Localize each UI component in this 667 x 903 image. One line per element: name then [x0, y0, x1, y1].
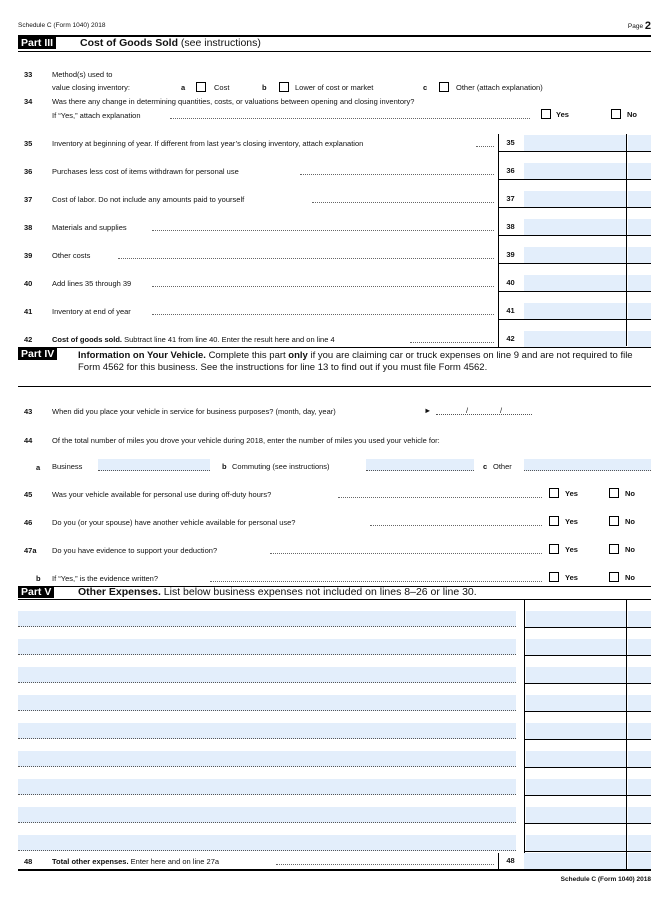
part-v-title-rule: [18, 599, 651, 600]
line-40-cents-field[interactable]: [628, 275, 651, 291]
line-45-no-label: No: [625, 489, 635, 498]
line-44b-letter: b: [222, 462, 227, 471]
line-46-no-checkbox[interactable]: [609, 516, 619, 526]
line-39-text: Other costs: [52, 251, 91, 260]
other-expense-description-field[interactable]: [18, 835, 516, 851]
line-34-yes-label: Yes: [556, 110, 569, 119]
part-iii-tag: Part III: [18, 37, 56, 49]
line-48-leader: [276, 864, 494, 865]
line-33-b-letter: b: [262, 83, 267, 92]
line-44b-label: Commuting (see instructions): [232, 462, 330, 471]
part-iii-rule: [18, 51, 651, 52]
form-footer: Schedule C (Form 1040) 2018: [560, 876, 651, 883]
part-v-cents-border: [626, 599, 627, 869]
other-expense-rule: [524, 627, 651, 628]
line-37-rule: [498, 207, 651, 208]
line-36-leader: [300, 174, 494, 175]
line-36-rule: [498, 179, 651, 180]
other-expense-description-field[interactable]: [18, 611, 516, 627]
part-iv-rule: [18, 347, 651, 348]
line-41-box-number: 41: [498, 303, 522, 319]
other-expense-description-field[interactable]: [18, 751, 516, 767]
other-expense-rule: [524, 795, 651, 796]
line-42-amount-field[interactable]: [524, 331, 626, 347]
other-expense-description-field[interactable]: [18, 695, 516, 711]
line-48-cents-field[interactable]: [628, 853, 651, 869]
line-33-number: 33: [24, 70, 33, 79]
line-37-amount-field[interactable]: [524, 191, 626, 207]
line-34-no-checkbox[interactable]: [611, 109, 621, 119]
line-33-cost-checkbox[interactable]: [196, 82, 206, 92]
line-42-text: Cost of goods sold. Subtract line 41 from line 40. Enter the result here and on line 4: [52, 335, 335, 344]
part-iii-cents-border: [626, 134, 627, 346]
line-44a-label: Business: [52, 462, 83, 471]
line-48-text: Total other expenses. Enter here and on line 27a: [52, 857, 220, 866]
other-expense-amount-field[interactable]: [526, 667, 626, 683]
line-33-cost-label: Cost: [214, 83, 230, 92]
line-41-number: 41: [24, 307, 33, 316]
other-expense-amount-field[interactable]: [526, 751, 626, 767]
line-34-yes-checkbox[interactable]: [541, 109, 551, 119]
line-34-number: 34: [24, 97, 33, 106]
line-35-text: Inventory at beginning of year. If different from last year’s closing inventory, attach explanation: [52, 139, 364, 148]
other-expense-amount-field[interactable]: [526, 611, 626, 627]
line-46-yes-label: Yes: [565, 517, 578, 526]
line-41-cents-field[interactable]: [628, 303, 651, 319]
line-35-number: 35: [24, 139, 33, 148]
other-expense-rule: [524, 683, 651, 684]
line-45-yes-checkbox[interactable]: [549, 488, 559, 498]
part-iv-instructions: Information on Your Vehicle. Complete this part only if you are claiming car or truck expenses on line 9 and are not required to file Form 4562 for this business. See the instructions for line 13 to find out if you must file Form 4562.: [78, 350, 633, 373]
page-number: Page 2: [627, 20, 651, 32]
line-44-text: Of the total number of miles you drove your vehicle during 2018, enter the number of miles you used your vehicle for:: [52, 436, 440, 445]
other-expense-description-field[interactable]: [18, 723, 516, 739]
other-expense-rule: [524, 851, 651, 852]
form-header-left: Schedule C (Form 1040) 2018: [18, 22, 106, 29]
line-47b-leader: [210, 581, 542, 582]
line-38-rule: [498, 235, 651, 236]
other-expense-rule: [524, 823, 651, 824]
other-expense-description-field[interactable]: [18, 807, 516, 823]
other-expense-amount-field[interactable]: [526, 779, 626, 795]
line-45-no-checkbox[interactable]: [609, 488, 619, 498]
line-37-box-number: 37: [498, 191, 522, 207]
other-expense-cents-field[interactable]: [628, 667, 651, 683]
line-40-text: Add lines 35 through 39: [52, 279, 132, 288]
line-34-text-2: If “Yes,” attach explanation: [52, 111, 141, 120]
line-48-amount-field[interactable]: [524, 853, 626, 869]
line-42-number: 42: [24, 335, 33, 344]
line-41-leader: [152, 314, 494, 315]
line-37-cents-field[interactable]: [628, 191, 651, 207]
line-34-no-label: No: [627, 110, 637, 119]
part-v-amount-border: [524, 599, 525, 869]
line-47b-yes-label: Yes: [565, 573, 578, 582]
line-36-amount-field[interactable]: [524, 163, 626, 179]
other-miles-field[interactable]: [524, 459, 651, 471]
line-42-box-number: 42: [498, 331, 522, 347]
other-expense-cents-field[interactable]: [628, 639, 651, 655]
part-iii-title: Cost of Goods Sold (see instructions): [80, 37, 261, 49]
line-35-rule: [498, 151, 651, 152]
line-38-leader: [152, 230, 494, 231]
other-expense-cents-field[interactable]: [628, 751, 651, 767]
line-38-cents-field[interactable]: [628, 219, 651, 235]
line-33-lcm-label: Lower of cost or market: [295, 83, 374, 92]
line-48-box-number: 48: [498, 853, 522, 869]
line-35-leader: [476, 146, 494, 147]
line-37-text: Cost of labor. Do not include any amounts paid to yourself: [52, 195, 245, 204]
line-44-number: 44: [24, 436, 33, 445]
line-40-leader: [152, 286, 494, 287]
other-expense-description-field[interactable]: [18, 667, 516, 683]
line-44c-letter: c: [483, 462, 488, 471]
line-47b-number: b: [36, 574, 41, 583]
part-iv-tag: Part IV: [18, 348, 57, 360]
other-expense-cents-field[interactable]: [628, 723, 651, 739]
other-expense-cents-field[interactable]: [628, 835, 651, 851]
line-40-box-number: 40: [498, 275, 522, 291]
line-46-text: Do you (or your spouse) have another vehicle available for personal use?: [52, 518, 296, 527]
line-47a-leader: [270, 553, 542, 554]
other-expense-amount-field[interactable]: [526, 835, 626, 851]
other-expense-description-field[interactable]: [18, 639, 516, 655]
line-40-number: 40: [24, 279, 33, 288]
other-expense-amount-field[interactable]: [526, 639, 626, 655]
line-46-yes-checkbox[interactable]: [549, 516, 559, 526]
line-38-amount-field[interactable]: [524, 219, 626, 235]
other-expense-rule: [524, 711, 651, 712]
line-39-rule: [498, 263, 651, 264]
line-47a-yes-label: Yes: [565, 545, 578, 554]
line-47b-no-label: No: [625, 573, 635, 582]
other-expense-amount-field[interactable]: [526, 807, 626, 823]
line-46-number: 46: [24, 518, 33, 527]
line-33-other-label: Other (attach explanation): [456, 83, 543, 92]
other-expense-cents-field[interactable]: [628, 807, 651, 823]
business-miles-field[interactable]: [98, 459, 210, 471]
other-expense-rule: [524, 739, 651, 740]
line-35-box-number: 35: [498, 135, 522, 151]
line-33-lcm-checkbox[interactable]: [279, 82, 289, 92]
line-47b-text: If “Yes,” is the evidence written?: [52, 574, 159, 583]
line-45-number: 45: [24, 490, 33, 499]
line-41-rule: [498, 319, 651, 320]
line-47a-no-checkbox[interactable]: [609, 544, 619, 554]
line-33-c-letter: c: [423, 83, 428, 92]
line-33-a-letter: a: [181, 83, 186, 92]
line-36-cents-field[interactable]: [628, 163, 651, 179]
line-38-box-number: 38: [498, 219, 522, 235]
line-44c-label: Other: [493, 462, 512, 471]
line-41-amount-field[interactable]: [524, 303, 626, 319]
line-43-date-field[interactable]: [436, 403, 532, 415]
line-33-text-1: Method(s) used to: [52, 70, 113, 79]
part-iv-bottom-rule: [18, 386, 651, 387]
line-42-leader: [410, 342, 494, 343]
other-expense-rule: [524, 655, 651, 656]
line-41-text: Inventory at end of year: [52, 307, 131, 316]
bottom-rule: [18, 869, 651, 871]
line-44a-letter: a: [36, 463, 41, 472]
line-39-box-number: 39: [498, 247, 522, 263]
part-v-title: Other Expenses. List below business expenses not included on lines 8–26 or line 30.: [78, 586, 477, 598]
other-expense-rule: [524, 767, 651, 768]
line-39-cents-field[interactable]: [628, 247, 651, 263]
line-43-number: 43: [24, 407, 33, 416]
line-39-amount-field[interactable]: [524, 247, 626, 263]
line-36-text: Purchases less cost of items withdrawn for personal use: [52, 167, 239, 176]
line-40-amount-field[interactable]: [524, 275, 626, 291]
line-46-leader: [370, 525, 542, 526]
line-33-other-checkbox[interactable]: [439, 82, 449, 92]
line-34-leader: [170, 118, 530, 119]
other-expense-cents-field[interactable]: [628, 779, 651, 795]
line-39-number: 39: [24, 251, 33, 260]
line-35-amount-field[interactable]: [524, 135, 626, 151]
line-47b-yes-checkbox[interactable]: [549, 572, 559, 582]
line-43-arrow: ►: [424, 406, 432, 415]
other-expense-cents-field[interactable]: [628, 611, 651, 627]
line-43-slash-1: /: [466, 406, 469, 415]
line-47a-yes-checkbox[interactable]: [549, 544, 559, 554]
line-42-cents-field[interactable]: [628, 331, 651, 347]
line-36-box-number: 36: [498, 163, 522, 179]
part-v-tag: Part V: [18, 586, 54, 598]
other-expense-amount-field[interactable]: [526, 695, 626, 711]
other-expense-description-field[interactable]: [18, 779, 516, 795]
line-34-text-1: Was there any change in determining quantities, costs, or valuations between opening and closing inventory?: [52, 97, 415, 106]
line-47b-no-checkbox[interactable]: [609, 572, 619, 582]
line-45-leader: [338, 497, 542, 498]
line-45-text: Was your vehicle available for personal use during off-duty hours?: [52, 490, 272, 499]
line-47a-no-label: No: [625, 545, 635, 554]
line-46-no-label: No: [625, 517, 635, 526]
commuting-miles-field[interactable]: [366, 459, 474, 471]
other-expense-cents-field[interactable]: [628, 695, 651, 711]
line-38-text: Materials and supplies: [52, 223, 127, 232]
line-43-text: When did you place your vehicle in service for business purposes? (month, day, year): [52, 407, 336, 416]
line-40-rule: [498, 291, 651, 292]
line-45-yes-label: Yes: [565, 489, 578, 498]
line-47a-number: 47a: [24, 546, 37, 555]
line-43-slash-2: /: [500, 406, 503, 415]
line-35-cents-field[interactable]: [628, 135, 651, 151]
line-47a-text: Do you have evidence to support your deduction?: [52, 546, 218, 555]
line-48-number: 48: [24, 857, 33, 866]
part-iii-box-border: [498, 134, 499, 346]
line-37-leader: [312, 202, 494, 203]
line-36-number: 36: [24, 167, 33, 176]
line-37-number: 37: [24, 195, 33, 204]
line-39-leader: [118, 258, 494, 259]
other-expense-amount-field[interactable]: [526, 723, 626, 739]
line-38-number: 38: [24, 223, 33, 232]
line-33-text-2: value closing inventory:: [52, 83, 130, 92]
